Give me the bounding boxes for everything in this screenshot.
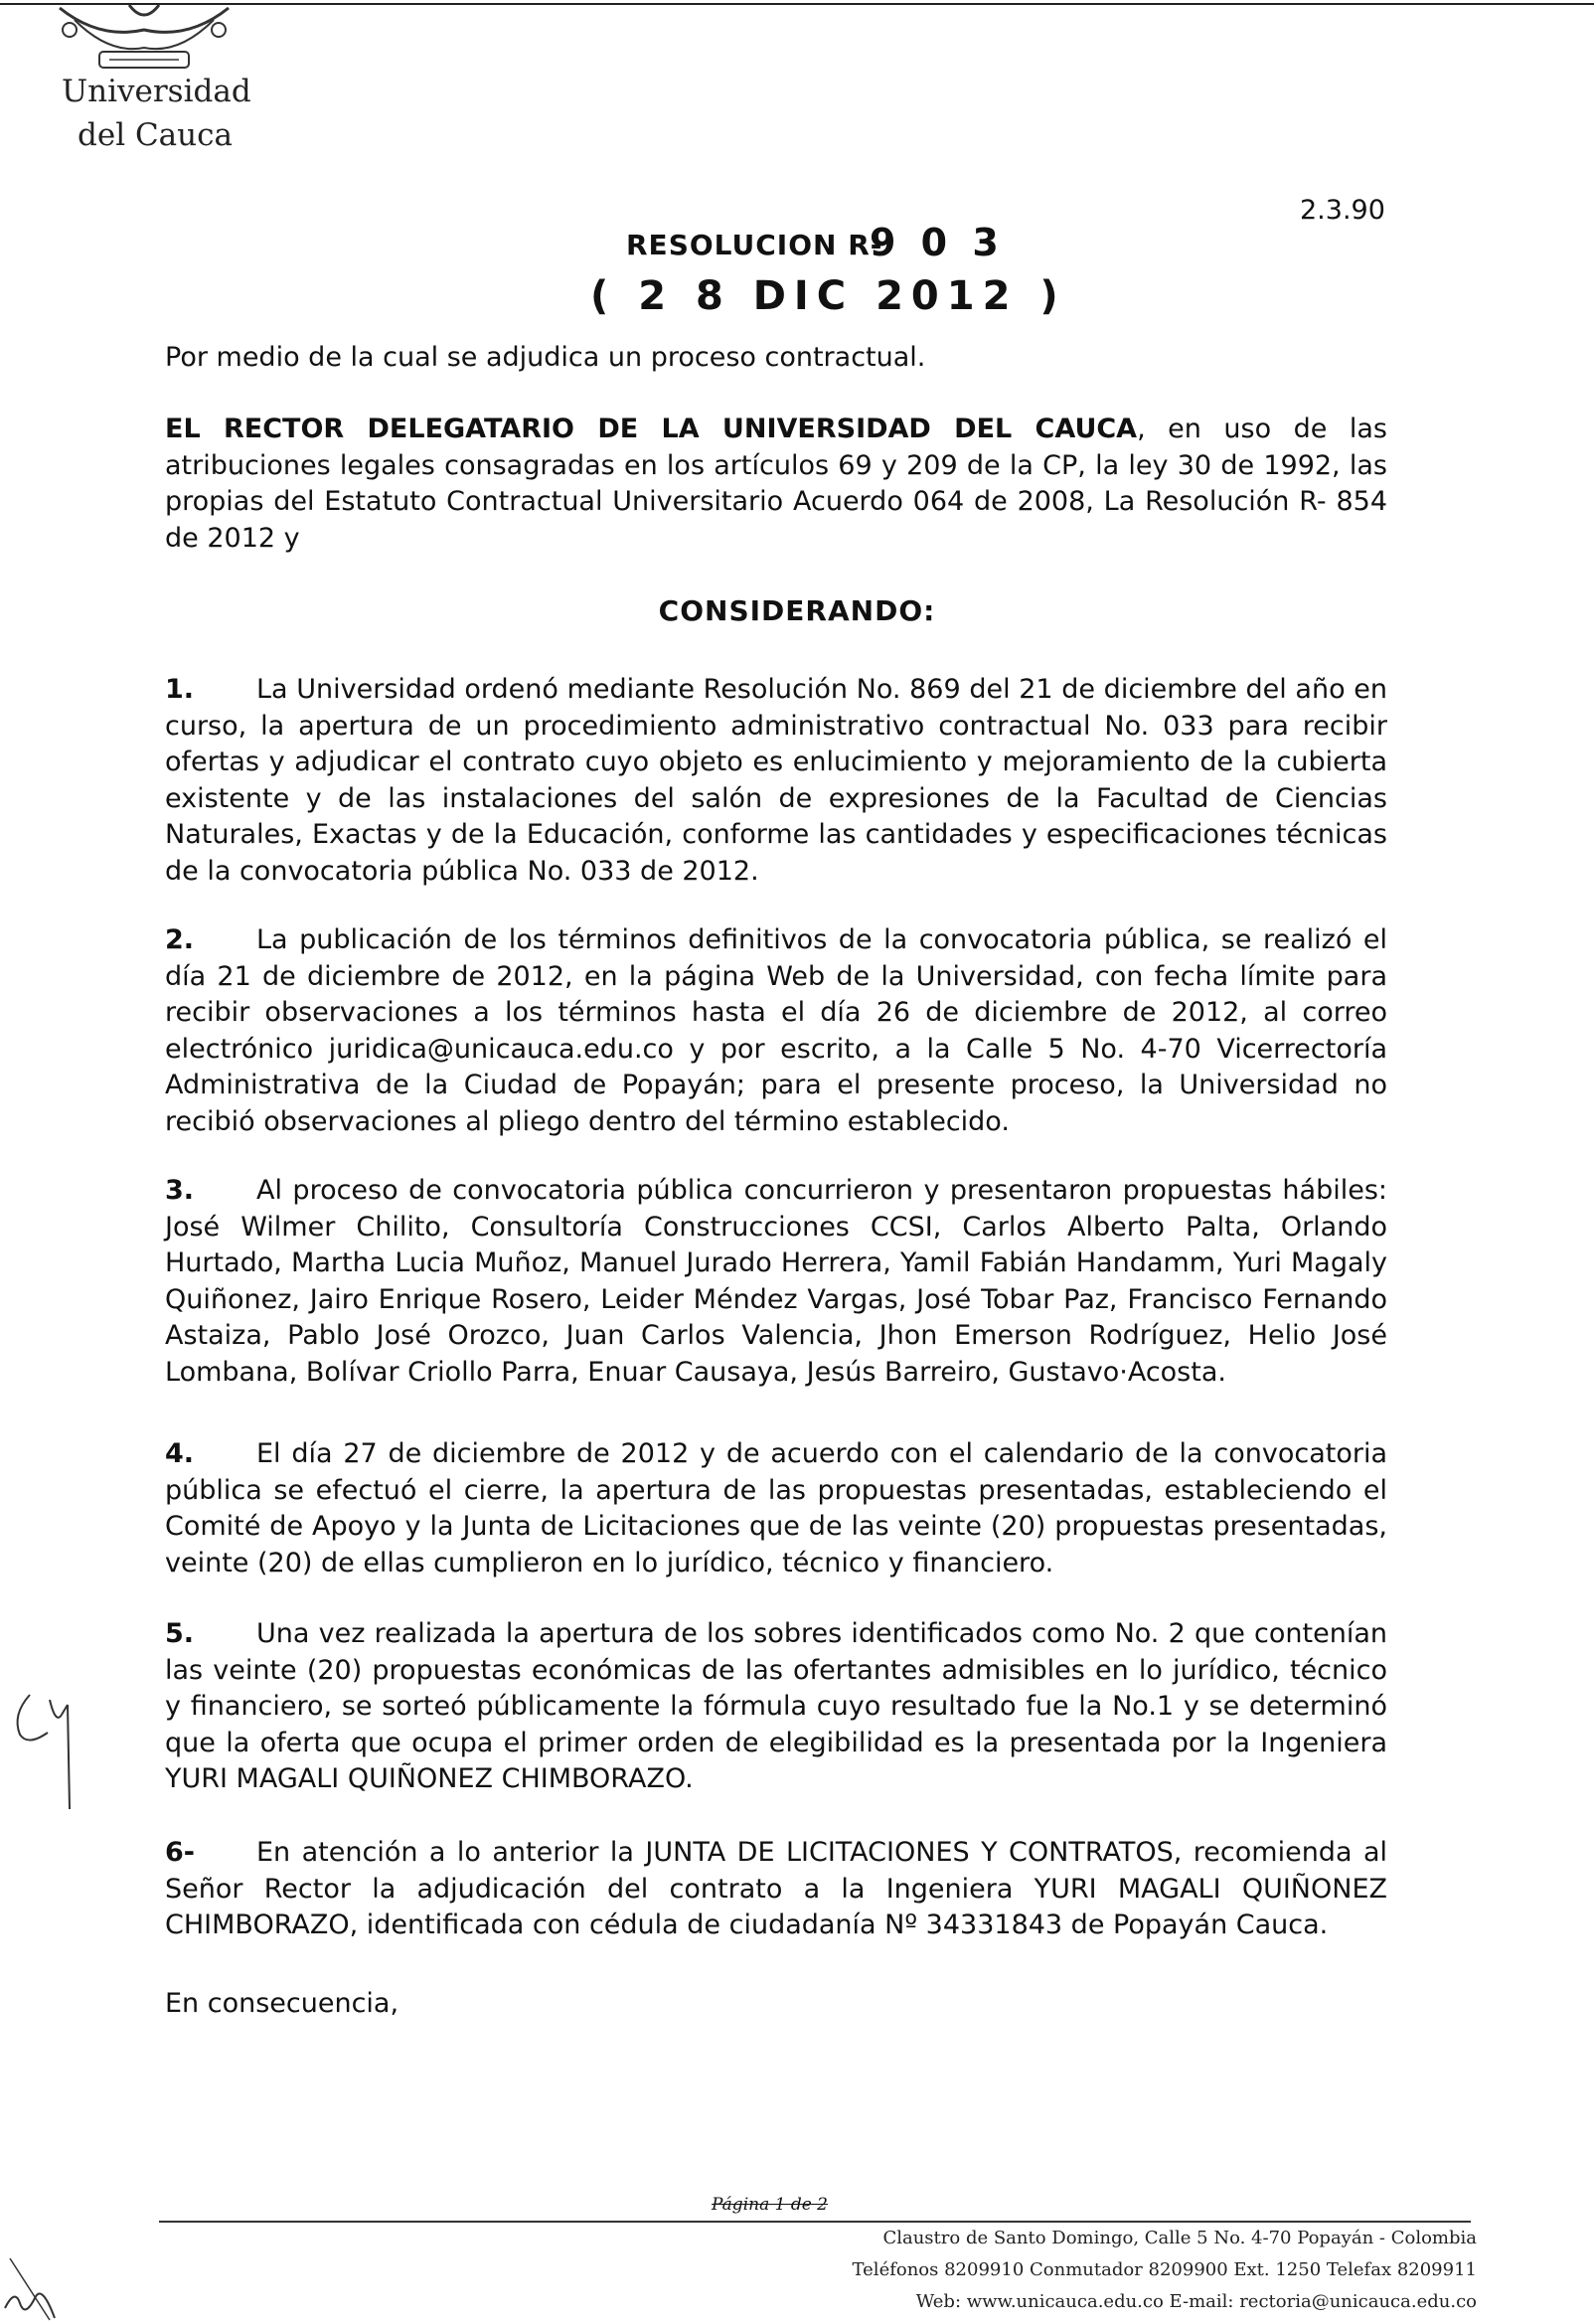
considerando-item-4	[165, 1436, 1387, 1581]
considerando-heading: CONSIDERANDO:	[658, 594, 936, 627]
document-code: 2.3.90	[1300, 195, 1385, 226]
item-number: 4.	[165, 1438, 195, 1469]
conclusion-text: En consecuencia,	[165, 1988, 399, 2019]
preamble	[165, 412, 1387, 557]
footer-phones: Teléfonos 8209910 Conmutador 8209900 Ext. 1250 Telefax 8209911	[852, 2259, 1477, 2280]
item-number: 3.	[165, 1175, 195, 1206]
item-text: Al proceso de convocatoria pública concurrieron y presentaron propuestas hábiles: José Wilmer Chilito, Consultoría Construcciones CCSI, Carlos Alberto Palta, Orlando Hurtado, Martha Lucia Muñoz, Manuel Jurado Herrera, Yamil Fabián Handamm, Yuri Magaly Quiñonez, Jairo Enrique Rosero, Leider Méndez Vargas, José Tobar Paz, Francisco Fernando Astaiza, Pablo José Orozco, Juan Carlos Valencia, Jhon Emerson Rodríguez, Helio José Lombana, Bolívar Criollo Parra, Enuar Causaya, Jesús Barreiro, Gustavo·Acosta.	[165, 1175, 1387, 1388]
considerando-item-1	[165, 672, 1387, 890]
university-seal-icon	[40, 0, 248, 80]
item-number: 2.	[165, 924, 195, 955]
university-name-line2: del Cauca	[78, 117, 233, 153]
footer-contact	[721, 2223, 1477, 2318]
preamble-text: , en uso de las atribuciones legales consagradas en los artículos 69 y 209 de la CP, la ley 30 de 1992, las propias del Estatuto Contractual Universitario Acuerdo 064 de 2008, La Resolución R- 854 de 2012 y	[165, 414, 1387, 554]
item-text: Una vez realizada la apertura de los sobres identificados como No. 2 que contenían las veinte (20) propuestas económicas de las ofertantes admisibles en lo jurídico, técnico y financiero, se sorteó públicamente la fórmula cuyo resultado fue la No.1 y se determinó que la oferta que ocupa el primer orden de elegibilidad es la presentada por la Ingeniera YURI MAGALI QUIÑONEZ CHIMBORAZO.	[165, 1618, 1387, 1794]
page-number: Página 1 de 2	[712, 2195, 828, 2215]
item-number: 1.	[165, 674, 195, 705]
considerando-item-5	[165, 1616, 1387, 1798]
resolution-purpose: Por medio de la cual se adjudica un proceso contractual.	[165, 342, 926, 373]
university-name-line1: Universidad	[62, 74, 251, 109]
resolution-date-stamp: ( 2 8 DIC 2012 )	[590, 273, 1066, 319]
preamble-authority: EL RECTOR DELEGATARIO DE LA UNIVERSIDAD DEL CAUCA	[165, 414, 1138, 444]
considerando-item-3	[165, 1173, 1387, 1391]
considerando-item-2	[165, 922, 1387, 1140]
resolution-number: 9 0 3	[870, 221, 1005, 264]
footer-web-email: Web: www.unicauca.edu.co E-mail: rectoria@unicauca.edu.co	[915, 2291, 1477, 2312]
handwritten-signature-icon	[0, 2248, 60, 2324]
item-text: La publicación de los términos definitivos de la convocatoria pública, se realizó el día 21 de diciembre de 2012, en la página Web de la Universidad, con fecha límite para recibir observaciones a los términos hasta el día 26 de diciembre de 2012, al correo electrónico juridica@unicauca.edu.co y por escrito, a la Calle 5 No. 4-70 Vicerrectoría Administrativa de la Ciudad de Popayán; para el presente proceso, la Universidad no recibió observaciones al pliego dentro del término establecido.	[165, 924, 1387, 1137]
footer-address: Claustro de Santo Domingo, Calle 5 No. 4-70 Popayán - Colombia	[882, 2228, 1477, 2248]
item-number: 5.	[165, 1618, 195, 1649]
considerando-item-6	[165, 1835, 1387, 1944]
university-name	[62, 70, 280, 157]
item-number: 6-	[165, 1837, 195, 1868]
item-text: La Universidad ordenó mediante Resolución No. 869 del 21 de diciembre del año en curso, la apertura de un procedimiento administrativo contractual No. 033 para recibir ofertas y adjudicar el contrato cuyo objeto es enlucimiento y mejoramiento de la cubierta existente y de las instalaciones del salón de expresiones de la Facultad de Ciencias Naturales, Exactas y de la Educación, conforme las cantidades y especificaciones técnicas de la convocatoria pública No. 033 de 2012.	[165, 674, 1387, 887]
resolution-title: RESOLUCION R-	[626, 229, 883, 261]
item-text: El día 27 de diciembre de 2012 y de acuerdo con el calendario de la convocatoria pública se efectuó el cierre, la apertura de las propuestas presentadas, estableciendo el Comité de Apoyo y la Junta de Licitaciones que de las veinte (20) propuestas presentadas, veinte (20) de ellas cumplieron en lo jurídico, técnico y financiero.	[165, 1438, 1387, 1578]
item-text: En atención a lo anterior la JUNTA DE LICITACIONES Y CONTRATOS, recomienda al Señor Rector la adjudicación del contrato a la Ingeniera YURI MAGALI QUIÑONEZ CHIMBORAZO, identificada con cédula de ciudadanía Nº 34331843 de Popayán Cauca.	[165, 1837, 1387, 1940]
handwritten-initial-icon	[10, 1685, 80, 1814]
